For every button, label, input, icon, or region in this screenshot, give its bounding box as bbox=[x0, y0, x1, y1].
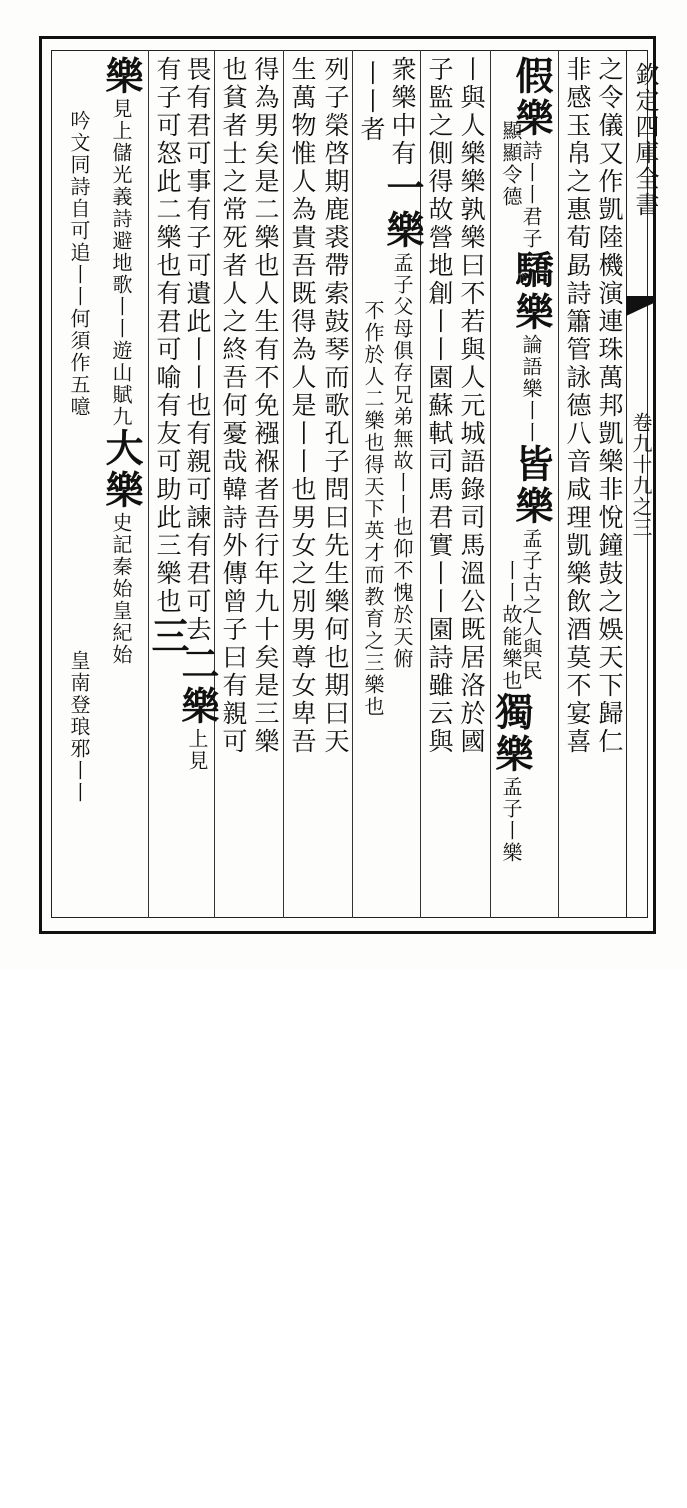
entry-note: 詩丨丨君子 bbox=[519, 140, 543, 250]
entry-note: 不作於人二樂也得天下英才而教育之三樂也 bbox=[361, 300, 385, 718]
column-divider bbox=[283, 50, 284, 918]
text-column: 也貧者士之常死者人之終吾何憂哉韓詩外傳曾子曰有親可 bbox=[219, 56, 248, 756]
text-column bbox=[99, 56, 144, 914]
entry-note: 孟子父母俱存兄弟無故丨丨也仰不愧於天俯 bbox=[390, 252, 414, 670]
entry-heading: 假樂 bbox=[509, 56, 554, 140]
text-column bbox=[145, 56, 190, 914]
text-column bbox=[175, 56, 220, 914]
fishtail-mark-icon bbox=[626, 296, 656, 326]
text-column bbox=[62, 650, 96, 1508]
entry-heading: 皆樂 bbox=[509, 444, 554, 528]
entry-note: 吟文同詩自可追丨丨何須作五噫 bbox=[67, 110, 91, 418]
entry-text: 畏有君可事有子可遺此丨丨也有親可諫有君可去 bbox=[183, 56, 212, 644]
entry-heading: 驕樂 bbox=[509, 250, 554, 334]
text-column: 丨與人樂樂孰樂曰不若與人元城語錄司馬溫公既居洛於國 bbox=[457, 56, 486, 756]
book-title: 欽定四庫全書 bbox=[631, 62, 659, 218]
entry-note: 孟子丨樂 bbox=[499, 776, 523, 864]
entry-heading: 樂 bbox=[99, 56, 144, 98]
text-column: 得為男矣是二樂也人生有不免襁褓者吾行年九十矣是三樂 bbox=[251, 56, 280, 756]
entry-note: 孟子古之人與民 bbox=[519, 528, 543, 682]
entry-heading: 三 bbox=[145, 616, 190, 658]
entry-note: 史記秦始皇紀始 bbox=[109, 512, 133, 666]
text-column: 丨丨者 bbox=[357, 60, 386, 144]
column-divider bbox=[490, 50, 491, 918]
entry-text: 有子可怒此二樂也有君可喻有友可助此三樂也 bbox=[153, 56, 182, 616]
chapter-label: 卷九十九之三 bbox=[629, 412, 653, 538]
column-divider bbox=[148, 50, 149, 918]
text-column bbox=[489, 560, 534, 1418]
text-column: 子監之側得故營地創丨丨園蘇軾司馬君實丨丨園詩雖云與 bbox=[425, 56, 454, 756]
entry-note: 皇南登琅邪丨丨 bbox=[67, 650, 91, 804]
column-divider bbox=[214, 50, 215, 918]
column-divider bbox=[352, 50, 353, 918]
text-column: 非感玉帛之惠荀勗詩簫管詠德八音咸理凱樂飲酒莫不宴喜 bbox=[563, 56, 592, 756]
entry-heading: 大樂 bbox=[99, 428, 144, 512]
entry-heading: 二樂 bbox=[175, 644, 220, 728]
entry-heading: 一樂 bbox=[380, 168, 425, 252]
text-column: 列子榮啓期鹿裘帶索鼓琴而歌孔子問曰先生樂何也期曰天 bbox=[321, 56, 350, 756]
entry-note: 見上儲光義詩避地歌丨丨遊山賦九 bbox=[109, 98, 133, 428]
entry-note: 上見 bbox=[185, 728, 209, 772]
text-column: 生萬物惟人為貴吾既得為人是丨丨也男女之別男尊女卑吾 bbox=[288, 56, 317, 756]
entry-text: 衆樂中有 bbox=[388, 56, 417, 168]
entry-note: 丨丨故能樂也 bbox=[499, 560, 523, 692]
text-column bbox=[380, 56, 425, 914]
entry-note: 論語樂丨丨 bbox=[519, 334, 543, 444]
column-divider bbox=[558, 50, 559, 918]
text-column: 之令儀又作凱陸機演連珠萬邦凱樂非悅鐘鼓之娛天下歸仁 bbox=[595, 56, 624, 756]
entry-heading: 獨樂 bbox=[489, 692, 534, 776]
entry-note: 顯顯令德 bbox=[499, 120, 523, 208]
